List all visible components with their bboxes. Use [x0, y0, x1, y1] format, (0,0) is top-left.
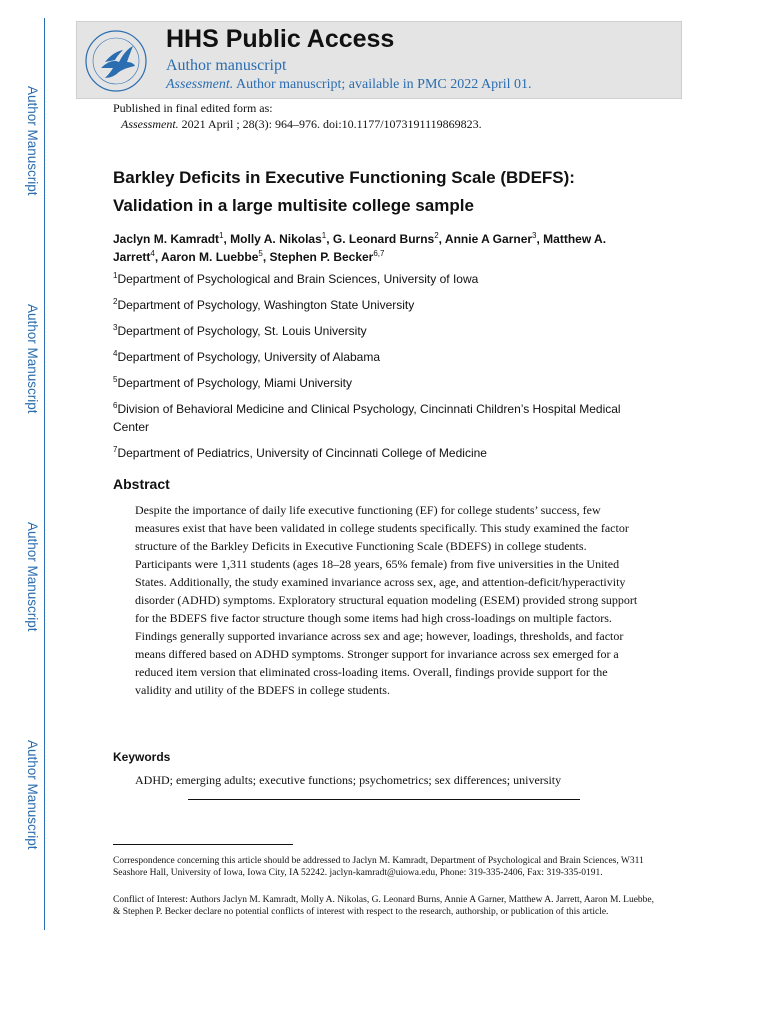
- hhs-eagle-logo-icon: [83, 28, 149, 94]
- affiliation-number: 1: [113, 271, 118, 280]
- banner-journal-line: [166, 77, 532, 93]
- affiliation-number: 5: [113, 375, 118, 384]
- affiliation: [113, 270, 658, 288]
- affiliation: [113, 348, 658, 366]
- affiliation: [113, 444, 658, 462]
- journal-name: Assessment.: [166, 77, 234, 92]
- author-affiliation-number: 1: [321, 231, 327, 240]
- author-affiliation-number: 6,7: [373, 249, 385, 258]
- sidebar-label: Author Manuscript: [25, 86, 40, 196]
- citation-journal: Assessment.: [121, 117, 179, 131]
- affiliation: [113, 296, 658, 314]
- author-name: G. Leonard Burns: [332, 232, 435, 246]
- abstract-body: Despite the importance of daily life executive functioning (EF) for college students’ success, few measures exist that have been validated in college students specifically. This study examined the factor structure of the Barkley Deficits in Executive Functioning Scale (BDEFS) in college students. Participants were 1,311 students (ages 18–28 years, 65% female) from five universities in the United States. Additionally, the study examined invariance across sex, age, and attention-deficit/hyperactivity disorder (ADHD) symptoms. Exploratory structural equation modeling (ESEM) provided strong support for the BDEFS five factor structure though some items had high cross-loadings on multiple factors. Findings generally supported invariance across sex and age; however, loadings, thresholds, and factor means differed based on ADHD symptoms. Stronger support for invariance across sex emerged for a reduced item version that eliminated cross-loading items. Overall, findings provide support for the validity and utility of the BDEFS in college students.: [135, 503, 638, 697]
- affiliation-text: Department of Psychological and Brain Sciences, University of Iowa: [117, 272, 479, 286]
- author-name: Annie A Garner: [444, 232, 533, 246]
- margin-rule: [44, 18, 45, 930]
- affiliation-text: Department of Pediatrics, University of Cincinnati College of Medicine: [117, 446, 487, 460]
- sidebar-label: Author Manuscript: [25, 304, 40, 414]
- article-title-line: Barkley Deficits in Executive Functioning Scale (BDEFS):: [113, 168, 575, 187]
- affiliation-number: 6: [113, 401, 118, 410]
- affiliation-text: Department of Psychology, Washington State University: [117, 298, 415, 312]
- published-label: Published in final edited form as:: [113, 101, 273, 115]
- affiliation-number: 3: [113, 323, 118, 332]
- article-title: [113, 164, 633, 220]
- affiliation-text: Department of Psychology, St. Louis University: [117, 324, 367, 338]
- author-affiliation-number: 2: [434, 231, 439, 240]
- author-name: Jaclyn M. Kamradt: [113, 232, 220, 246]
- author-affiliation-number: 4: [150, 249, 155, 258]
- author-affiliation-number: 3: [532, 231, 537, 240]
- keywords-list: ADHD; emerging adults; executive functions; psychometrics; sex differences; university: [135, 773, 562, 787]
- affiliation-number: 2: [113, 297, 118, 306]
- citation-line: [121, 117, 482, 132]
- sidebar-label: Author Manuscript: [25, 522, 40, 632]
- author-name: Molly A. Nikolas: [230, 232, 322, 246]
- affiliation-text: Department of Psychology, Miami University: [117, 376, 352, 390]
- section-divider: [188, 799, 580, 800]
- abstract-heading: Abstract: [113, 476, 170, 492]
- correspondence-note: Correspondence concerning this article should be addressed to Jaclyn M. Kamradt, Department of Psychological and Brain Sciences, W311 Seashore Hall, University of Iowa, Iowa City, IA 52242. jaclyn-kamradt@uiowa.edu, Phone: 319-335-2406, Fax: 319-335-0191.: [113, 856, 644, 878]
- affiliation-number: 7: [113, 445, 118, 454]
- author-name: Aaron M. Luebbe: [161, 250, 259, 264]
- author-name: Stephen P. Becker: [269, 250, 374, 264]
- hhs-banner: [76, 21, 682, 99]
- article-title-line: Validation in a large multisite college sample: [113, 196, 474, 215]
- affiliation: [113, 322, 658, 340]
- author-list: Jaclyn M. Kamradt$^1$, Molly A. Nikolas$^1$, G. Leonard Burns$^2$, Annie A Garner$^3$, Matthew A. Jarrett$^4$, Aaron M. Luebbe$^5$, Stephen P. Becker$^{6,7}$: [113, 231, 607, 264]
- author-affiliation-number: 5: [258, 249, 263, 258]
- author-affiliation-number: 1: [219, 231, 224, 240]
- author-name: Matthew A. Jarrett: [113, 232, 607, 264]
- conflict-of-interest-note: Conflict of Interest: Authors Jaclyn M. Kamradt, Molly A. Nikolas, G. Leonard Burns, Annie A Garner, Matthew A. Jarrett, Aaron M. Luebbe, & Stephen P. Becker declare no potential conflicts of interest with respect to the research, authorship, or publication of this article.: [113, 895, 655, 917]
- sidebar-label: Author Manuscript: [25, 740, 40, 850]
- affiliation-text: Division of Behavioral Medicine and Clinical Psychology, Cincinnati Children’s Hospital Medical Center: [113, 402, 621, 434]
- footnote-divider: [113, 844, 293, 845]
- affiliation: [113, 374, 658, 392]
- availability-text: Author manuscript; available in PMC 2022 April 01.: [233, 77, 532, 92]
- affiliation: [113, 400, 658, 436]
- affiliation-text: Department of Psychology, University of Alabama: [117, 350, 381, 364]
- keywords-heading: Keywords: [113, 750, 171, 764]
- affiliation-number: 4: [113, 349, 118, 358]
- citation-details: 2021 April ; 28(3): 964–976. doi:10.1177/1073191119869823.: [178, 117, 482, 131]
- banner-subtitle: Author manuscript: [166, 57, 287, 74]
- banner-title: HHS Public Access: [166, 25, 395, 53]
